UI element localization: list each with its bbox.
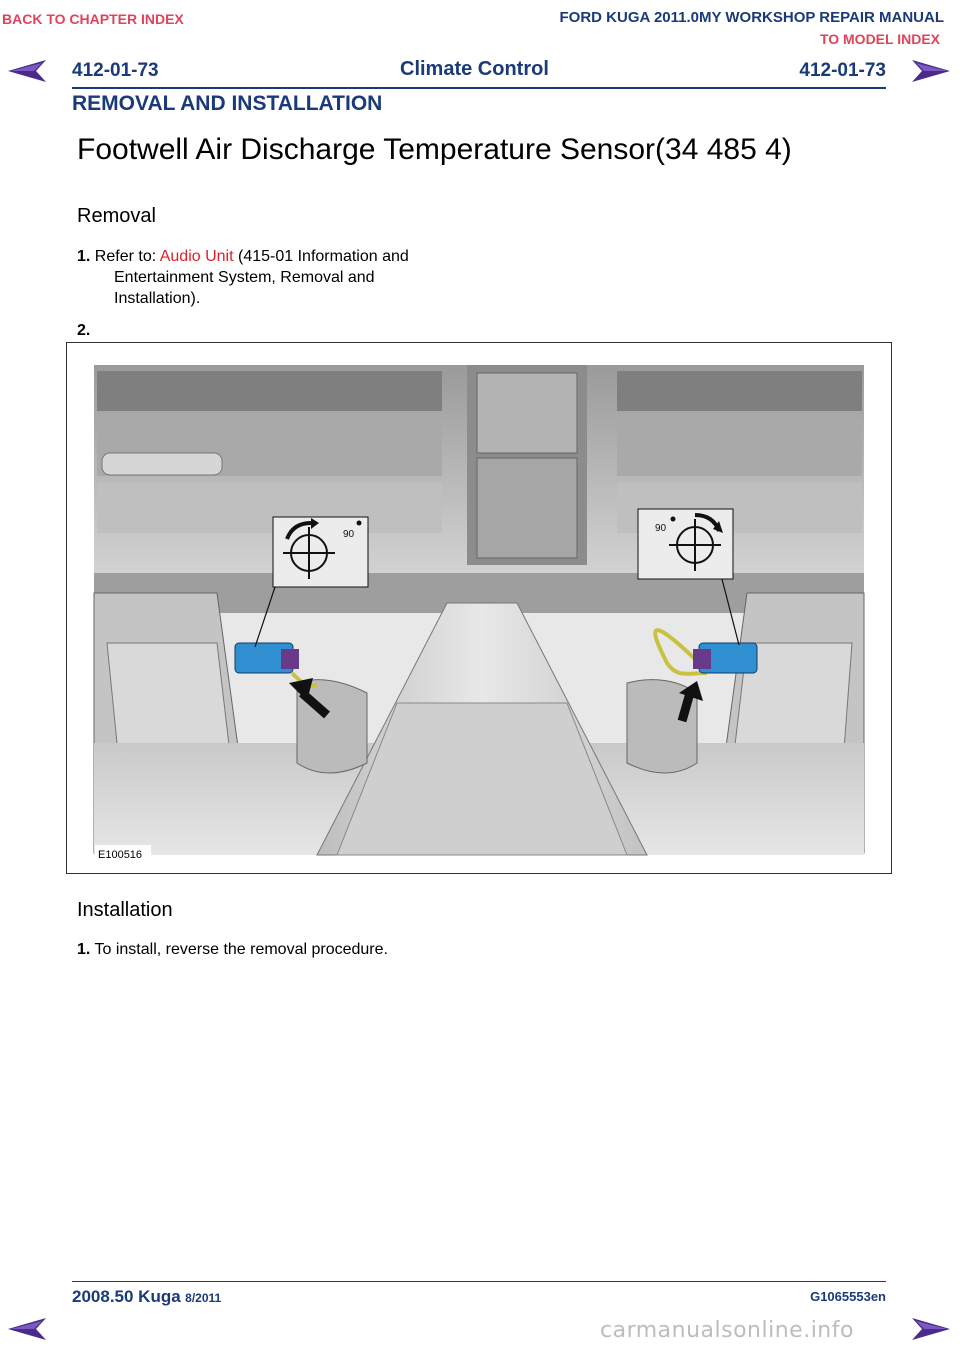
step-line-3: Installation). [114, 290, 201, 307]
page-number-right: 412-01-73 [799, 60, 886, 81]
right-sensor-connector [693, 643, 757, 673]
page-number-left: 412-01-73 [72, 60, 159, 81]
rotation-angle-right: 90 [655, 523, 667, 534]
installation-heading: Installation [77, 899, 173, 921]
installation-step-1 [77, 939, 388, 960]
step-prefix: Refer to: [94, 248, 157, 265]
removal-heading: Removal [77, 205, 156, 227]
manual-title: FORD KUGA 2011.0MY WORKSHOP REPAIR MANUAL [559, 9, 944, 26]
step-number: 1. [77, 941, 91, 958]
audio-unit-link[interactable]: Audio Unit [159, 248, 234, 265]
next-page-arrow-icon[interactable] [908, 58, 952, 84]
procedure-type-heading: REMOVAL AND INSTALLATION [72, 92, 383, 115]
previous-page-arrow-icon[interactable] [6, 58, 50, 84]
to-model-index-link[interactable]: TO MODEL INDEX [819, 31, 940, 47]
right-rotation-callout [638, 509, 733, 579]
header-rule [72, 87, 886, 89]
back-to-chapter-index-link[interactable]: BACK TO CHAPTER INDEX [2, 11, 184, 27]
footer-rule [72, 1281, 886, 1282]
watermark: carmanualsonline.info [600, 1318, 854, 1343]
footer-date: 8/2011 [185, 1291, 222, 1305]
step-number: 1. [77, 248, 91, 265]
next-page-bottom-arrow-icon[interactable] [908, 1316, 952, 1342]
removal-step-1 [77, 246, 497, 309]
footer-model: 2008.50 Kuga [72, 1287, 181, 1306]
left-sensor-connector [235, 643, 299, 673]
footer-doc-code: G1065553en [810, 1289, 886, 1304]
figure-code: E100516 [98, 849, 143, 861]
previous-page-bottom-arrow-icon[interactable] [6, 1316, 50, 1342]
footer-model-info [72, 1287, 221, 1307]
illustration-figure [66, 342, 892, 874]
removal-step-2-number: 2. [77, 322, 91, 339]
step-suffix: (415-01 Information and [238, 248, 409, 265]
section-title: Climate Control [400, 58, 549, 80]
footwell-sensor-illustration [67, 343, 891, 873]
left-rotation-callout [273, 517, 368, 587]
step-line-2: Entertainment System, Removal and [114, 269, 375, 286]
rotation-angle-left: 90 [343, 529, 355, 540]
step-text: To install, reverse the removal procedure. [94, 941, 388, 958]
page-title: Footwell Air Discharge Temperature Sensor(34 485 4) [77, 133, 792, 166]
